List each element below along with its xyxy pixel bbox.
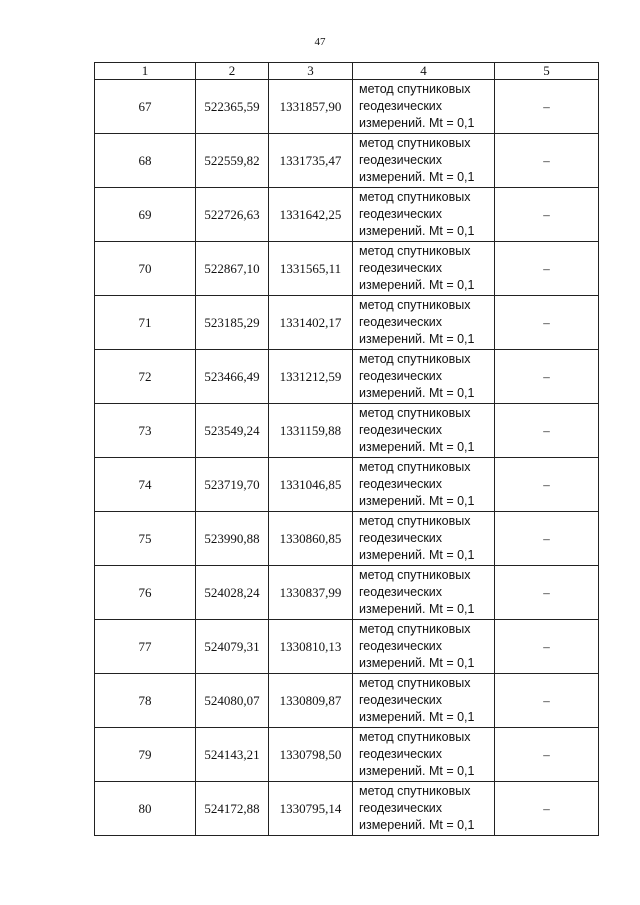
method-cell [353, 134, 495, 188]
point-number-cell: 67 [95, 80, 196, 134]
coordinates-table [94, 62, 599, 836]
coordinate-y-cell: 1330810,13 [269, 620, 353, 674]
note-cell: – [495, 404, 599, 458]
note-cell: – [495, 296, 599, 350]
note-cell: – [495, 242, 599, 296]
method-text: метод спутниковых геодезических измерений. Mt = 0,1 [359, 676, 475, 724]
note-cell: – [495, 512, 599, 566]
coordinate-x-cell: 523549,24 [196, 404, 269, 458]
method-text: метод спутниковых геодезических измерений. Mt = 0,1 [359, 460, 475, 508]
coordinate-x-cell: 523185,29 [196, 296, 269, 350]
point-number-cell: 73 [95, 404, 196, 458]
header-row [95, 63, 599, 80]
table-row [95, 350, 599, 404]
page-number: 47 [314, 36, 326, 48]
note-cell: – [495, 620, 599, 674]
header-col-2: 2 [196, 63, 269, 80]
point-number-cell: 76 [95, 566, 196, 620]
note-cell: – [495, 674, 599, 728]
method-cell [353, 620, 495, 674]
table-row [95, 80, 599, 134]
note-cell: – [495, 134, 599, 188]
point-number-cell: 72 [95, 350, 196, 404]
point-number-cell: 70 [95, 242, 196, 296]
method-text: метод спутниковых геодезических измерений. Mt = 0,1 [359, 406, 475, 454]
note-cell: – [495, 728, 599, 782]
point-number-cell: 71 [95, 296, 196, 350]
coordinate-y-cell: 1330795,14 [269, 782, 353, 836]
table-row [95, 188, 599, 242]
table-row [95, 404, 599, 458]
method-text: метод спутниковых геодезических измерений. Mt = 0,1 [359, 190, 475, 238]
coordinate-x-cell: 524172,88 [196, 782, 269, 836]
note-cell: – [495, 188, 599, 242]
method-text: метод спутниковых геодезических измерений. Mt = 0,1 [359, 784, 475, 832]
method-text: метод спутниковых геодезических измерений. Mt = 0,1 [359, 730, 475, 778]
coordinate-y-cell: 1330809,87 [269, 674, 353, 728]
coordinate-y-cell: 1330837,99 [269, 566, 353, 620]
method-cell [353, 188, 495, 242]
coordinate-x-cell: 523466,49 [196, 350, 269, 404]
coordinate-y-cell: 1331857,90 [269, 80, 353, 134]
point-number-cell: 68 [95, 134, 196, 188]
header-col-4: 4 [353, 63, 495, 80]
note-cell: – [495, 80, 599, 134]
header-col-1: 1 [95, 63, 196, 80]
method-text: метод спутниковых геодезических измерений. Mt = 0,1 [359, 136, 475, 184]
point-number-cell: 79 [95, 728, 196, 782]
coordinate-x-cell: 524079,31 [196, 620, 269, 674]
coordinate-y-cell: 1331565,11 [269, 242, 353, 296]
point-number-cell: 75 [95, 512, 196, 566]
method-cell [353, 458, 495, 512]
coordinate-y-cell: 1331642,25 [269, 188, 353, 242]
note-cell: – [495, 350, 599, 404]
note-cell: – [495, 458, 599, 512]
method-text: метод спутниковых геодезических измерений. Mt = 0,1 [359, 568, 475, 616]
table-row [95, 674, 599, 728]
point-number-cell: 80 [95, 782, 196, 836]
method-cell [353, 782, 495, 836]
method-cell [353, 350, 495, 404]
method-cell [353, 512, 495, 566]
coordinate-y-cell: 1331159,88 [269, 404, 353, 458]
table-row [95, 458, 599, 512]
point-number-cell: 69 [95, 188, 196, 242]
method-cell [353, 566, 495, 620]
coordinate-x-cell: 522559,82 [196, 134, 269, 188]
header-col-3: 3 [269, 63, 353, 80]
table-row [95, 728, 599, 782]
coordinate-y-cell: 1330798,50 [269, 728, 353, 782]
coordinate-x-cell: 522867,10 [196, 242, 269, 296]
coordinate-x-cell: 524028,24 [196, 566, 269, 620]
coordinate-x-cell: 524080,07 [196, 674, 269, 728]
coordinate-x-cell: 524143,21 [196, 728, 269, 782]
note-cell: – [495, 782, 599, 836]
method-cell [353, 404, 495, 458]
method-text: метод спутниковых геодезических измерений. Mt = 0,1 [359, 82, 475, 130]
method-cell [353, 296, 495, 350]
point-number-cell: 74 [95, 458, 196, 512]
coordinate-y-cell: 1331046,85 [269, 458, 353, 512]
note-cell: – [495, 566, 599, 620]
point-number-cell: 77 [95, 620, 196, 674]
coordinate-y-cell: 1331212,59 [269, 350, 353, 404]
method-text: метод спутниковых геодезических измерений. Mt = 0,1 [359, 514, 475, 562]
table-row [95, 782, 599, 836]
method-cell [353, 728, 495, 782]
method-cell [353, 80, 495, 134]
point-number-cell: 78 [95, 674, 196, 728]
table-row [95, 296, 599, 350]
table-row [95, 566, 599, 620]
method-text: метод спутниковых геодезических измерений. Mt = 0,1 [359, 622, 475, 670]
table-row [95, 134, 599, 188]
coordinate-y-cell: 1330860,85 [269, 512, 353, 566]
method-text: метод спутниковых геодезических измерений. Mt = 0,1 [359, 298, 475, 346]
coordinate-x-cell: 522365,59 [196, 80, 269, 134]
coordinate-x-cell: 523990,88 [196, 512, 269, 566]
table-row [95, 242, 599, 296]
method-text: метод спутниковых геодезических измерений. Mt = 0,1 [359, 352, 475, 400]
coordinate-x-cell: 523719,70 [196, 458, 269, 512]
table-row [95, 620, 599, 674]
method-text: метод спутниковых геодезических измерений. Mt = 0,1 [359, 244, 475, 292]
table-body [95, 80, 599, 836]
method-cell [353, 674, 495, 728]
method-cell [353, 242, 495, 296]
coordinate-y-cell: 1331735,47 [269, 134, 353, 188]
table-row [95, 512, 599, 566]
coordinate-x-cell: 522726,63 [196, 188, 269, 242]
coordinate-y-cell: 1331402,17 [269, 296, 353, 350]
table-header [95, 63, 599, 80]
header-col-5: 5 [495, 63, 599, 80]
